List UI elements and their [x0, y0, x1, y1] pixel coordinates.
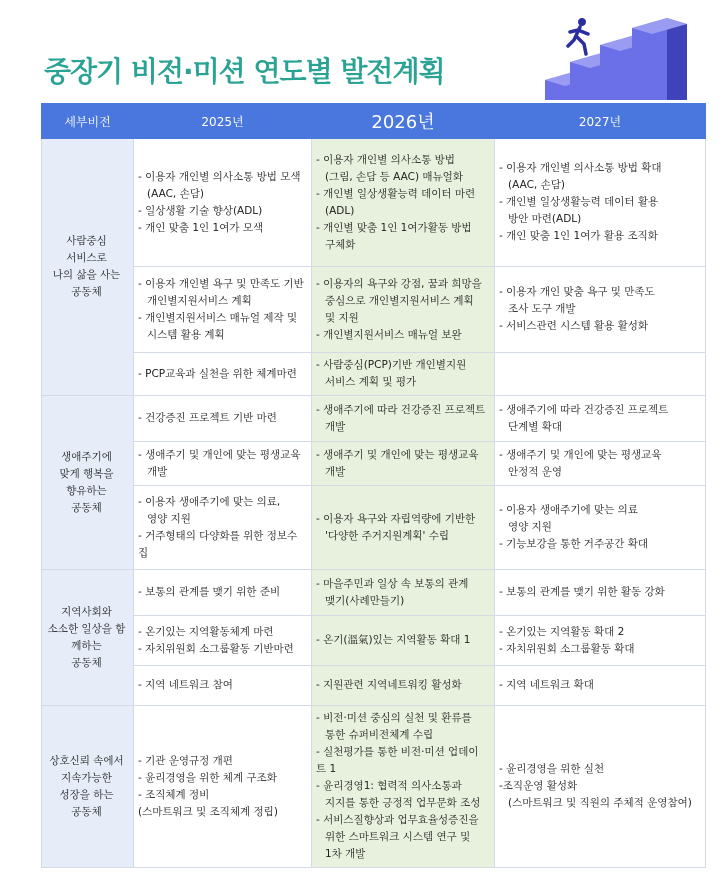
- category-cell: [42, 570, 134, 706]
- cell-line: (AAC, 손담): [508, 179, 565, 191]
- cell-2026: [312, 396, 495, 442]
- cell-2026: [312, 353, 495, 396]
- cell-line: - 개인 맞춤 1인 1여가 모색: [138, 221, 264, 234]
- cell-line: (스마트워크 및 직원의 주체적 운영참여): [508, 797, 692, 809]
- cell-line: 위한 스마트워크 시스템 연구 및: [325, 831, 471, 843]
- cell-line: - 이용자의 욕구와 강점, 꿈과 희망을: [316, 277, 482, 290]
- cell-line: - 온기있는 지역활동 확대 2: [499, 625, 625, 638]
- category-line: 공동체: [71, 656, 102, 669]
- table-row: [42, 666, 706, 706]
- cell-line: 구체화: [325, 238, 356, 251]
- cell-line: - 마을주민과 일상 속 보통의 관계: [316, 577, 469, 590]
- cell-2025: [134, 706, 312, 868]
- category-line: 나의 삶을 사는: [52, 269, 121, 281]
- cell-line: - 거주형태의 다양화를 위한 정보수집: [138, 529, 298, 559]
- plan-table-body: [42, 139, 706, 868]
- header-2025: 2025년: [134, 104, 312, 139]
- cell-2026: [312, 486, 495, 570]
- cell-line: - 지역 네트워크 확대: [499, 679, 594, 691]
- cell-line: - 윤리경영을 위한 실천: [499, 763, 605, 775]
- cell-line: - 자치위원회 소그룹활동 기반마련: [138, 642, 294, 655]
- cell-line: 개발: [325, 420, 346, 433]
- cell-2025: [134, 570, 312, 616]
- cell-line: 단계별 확대: [508, 420, 563, 433]
- category-line: 맞게 행복을: [59, 467, 114, 480]
- category-line: 소소한 일상을 함: [47, 622, 126, 635]
- cell-line: 및 지원: [325, 311, 359, 324]
- table-row: [42, 706, 706, 868]
- table-row: [42, 267, 706, 353]
- cell-2025: [134, 616, 312, 666]
- category-cell: [42, 396, 134, 570]
- cell-line: - 개인별지원서비스 매뉴얼 제작 및: [138, 311, 298, 324]
- cell-line: - 이용자 생애주기에 맞는 의료: [499, 504, 638, 516]
- category-line: 상호신뢰 속에서: [49, 754, 124, 767]
- table-row: [42, 486, 706, 570]
- cell-2025: [134, 353, 312, 396]
- category-line: 생애주기에: [61, 450, 112, 463]
- cell-line: - 비전·미션 중심의 실천 및 환류를: [316, 712, 472, 724]
- cell-line: - 개인별 일상생활능력 데이터 활용: [499, 196, 659, 208]
- cell-2026: [312, 616, 495, 666]
- cell-line: - 생애주기 및 개인에 맞는 평생교육: [316, 448, 479, 461]
- cell-line: - 보통의 관계를 맺기 위한 활동 강화: [499, 586, 665, 598]
- cell-line: 방안 마련(ADL): [508, 213, 582, 225]
- cell-line: - 이용자 욕구와 자립역량에 기반한: [316, 512, 476, 525]
- cell-2026: [312, 139, 495, 267]
- cell-line: 1차 개발: [325, 848, 366, 860]
- category-line: 서비스로: [66, 252, 107, 264]
- cell-line: - 서비스관련 시스템 활용 활성화: [499, 320, 648, 332]
- cell-line: - 이용자 개인 맞춤 욕구 및 만족도: [499, 286, 655, 298]
- cell-line: 서비스 계획 및 평가: [325, 376, 417, 388]
- cell-line: (ADL): [325, 204, 355, 217]
- cell-2025: [134, 267, 312, 353]
- cell-line: (스마트워크 및 조직체계 정립): [138, 805, 278, 818]
- category-line: 공동체: [71, 501, 102, 514]
- cell-2026: [312, 267, 495, 353]
- cell-line: - 개인별지원서비스 매뉴얼 보완: [316, 328, 462, 341]
- cell-line: - 지역 네트워크 참여: [138, 679, 233, 691]
- cell-2025: [134, 396, 312, 442]
- cell-line: 영양 지원: [147, 512, 191, 525]
- cell-line: - 서비스질향상과 업무효율성증진을: [316, 814, 479, 826]
- growth-stairs-illustration: [540, 0, 725, 100]
- table-row: [42, 570, 706, 616]
- table-row: [42, 396, 706, 442]
- cell-line: - 개인 맞춤 1인 1여가 활용 조직화: [499, 230, 658, 242]
- cell-2027: [495, 396, 706, 442]
- cell-line: 개발: [325, 465, 346, 478]
- cell-2025: [134, 139, 312, 267]
- header-category: 세부비전: [42, 104, 134, 139]
- cell-line: - 온기(溫氣)있는 지역활동 확대 1: [316, 634, 471, 646]
- cell-line: - 이용자 개인별 의사소통 방법: [316, 153, 455, 166]
- cell-2027: [495, 570, 706, 616]
- cell-2027: [495, 353, 706, 396]
- cell-line: 시스템 활용 계획: [147, 328, 225, 341]
- category-line: 공동체: [71, 286, 102, 298]
- cell-2026: [312, 706, 495, 868]
- cell-line: 영양 지원: [508, 521, 552, 533]
- cell-line: - 윤리경영1: 협력적 의사소통과: [316, 780, 462, 792]
- category-line: 사람중심: [66, 235, 107, 247]
- table-row: [42, 616, 706, 666]
- cell-line: - 생애주기에 따라 건강증진 프로젝트: [316, 403, 486, 416]
- cell-line: - 기능보강을 통한 거주공간 확대: [499, 538, 648, 550]
- page-title: 중장기 비전·미션 연도별 발전계획: [44, 55, 445, 88]
- category-line: 향유하는: [66, 484, 107, 497]
- cell-line: (그림, 손담 등 AAC) 매뉴얼화: [325, 170, 463, 183]
- cell-line: 안정적 운영: [508, 465, 563, 478]
- cell-2025: [134, 666, 312, 706]
- category-cell: [42, 706, 134, 868]
- cell-line: 개발: [147, 465, 168, 478]
- cell-line: - 일상생활 기술 향상(ADL): [138, 204, 263, 217]
- cell-2027: [495, 139, 706, 267]
- cell-line: - 개인별 일상생활능력 데이터 마련: [316, 187, 476, 200]
- cell-line: - 생애주기 및 개인에 맞는 평생교육: [499, 448, 662, 461]
- cell-line: - 이용자 개인별 의사소통 방법 확대: [499, 162, 662, 174]
- cell-line: '다양한 주거지원계획' 수립: [325, 529, 450, 542]
- table-header-row: [42, 104, 706, 139]
- cell-2026: [312, 442, 495, 486]
- table-row: [42, 139, 706, 267]
- cell-line: 중심으로 개인별지원서비스 계획: [325, 294, 474, 307]
- cell-2027: [495, 442, 706, 486]
- cell-line: - 이용자 생애주기에 맞는 의료,: [138, 495, 281, 508]
- cell-line: -조직운영 활성화: [499, 780, 578, 792]
- cell-line: (AAC, 손담): [147, 187, 204, 200]
- cell-line: - 건강증진 프로젝트 기반 마련: [138, 412, 277, 424]
- cell-2025: [134, 442, 312, 486]
- cell-line: - 사람중심(PCP)기반 개인별지원: [316, 359, 467, 371]
- cell-line: - 윤리경영을 위한 체계 구조화: [138, 771, 277, 784]
- cell-line: - 실천평가를 통한 비전·미션 업데이트 1: [316, 746, 479, 775]
- cell-line: - 지원관련 지역네트워킹 활성화: [316, 679, 462, 691]
- cell-line: - 기관 운영규정 개편: [138, 754, 233, 767]
- cell-2027: [495, 616, 706, 666]
- cell-line: - 보통의 관계를 맺기 위한 준비: [138, 586, 281, 598]
- cell-line: - 이용자 개인별 욕구 및 만족도 기반: [138, 277, 304, 290]
- category-line: 공동체: [71, 805, 102, 818]
- cell-2027: [495, 666, 706, 706]
- cell-2027: [495, 267, 706, 353]
- plan-table: [41, 103, 706, 868]
- category-line: 지역사회와: [61, 605, 112, 618]
- category-cell: [42, 139, 134, 396]
- cell-2026: [312, 570, 495, 616]
- cell-line: - 개인별 맞춤 1인 1여가활동 방법: [316, 221, 472, 234]
- category-line: 성장을 하는: [59, 788, 114, 801]
- cell-line: - 생애주기에 따라 건강증진 프로젝트: [499, 403, 669, 416]
- table-row: [42, 353, 706, 396]
- cell-line: 통한 슈퍼비전체계 수립: [325, 729, 434, 741]
- category-line: 께하는: [71, 639, 102, 652]
- cell-line: - 자치위원회 소그룹활동 확대: [499, 642, 635, 655]
- category-line: 지속가능한: [61, 771, 112, 784]
- cell-2027: [495, 706, 706, 868]
- cell-2026: [312, 666, 495, 706]
- cell-line: 지지를 통한 긍정적 업무문화 조성: [325, 797, 481, 809]
- header-2026: 2026년: [312, 104, 495, 139]
- cell-line: 맺기(사례만들기): [325, 594, 405, 607]
- cell-line: - 조직체계 정비: [138, 788, 210, 801]
- cell-line: 조사 도구 개발: [508, 303, 576, 315]
- cell-2027: [495, 486, 706, 570]
- cell-2025: [134, 486, 312, 570]
- cell-line: - 생애주기 및 개인에 맞는 평생교육: [138, 448, 301, 461]
- cell-line: - PCP교육과 실천을 위한 체계마련: [138, 367, 297, 380]
- table-row: [42, 442, 706, 486]
- header-2027: 2027년: [495, 104, 706, 139]
- cell-line: - 온기있는 지역활동체계 마련: [138, 625, 274, 638]
- cell-line: - 이용자 개인별 의사소통 방법 모색: [138, 170, 301, 183]
- cell-line: 개인별지원서비스 계획: [147, 294, 252, 307]
